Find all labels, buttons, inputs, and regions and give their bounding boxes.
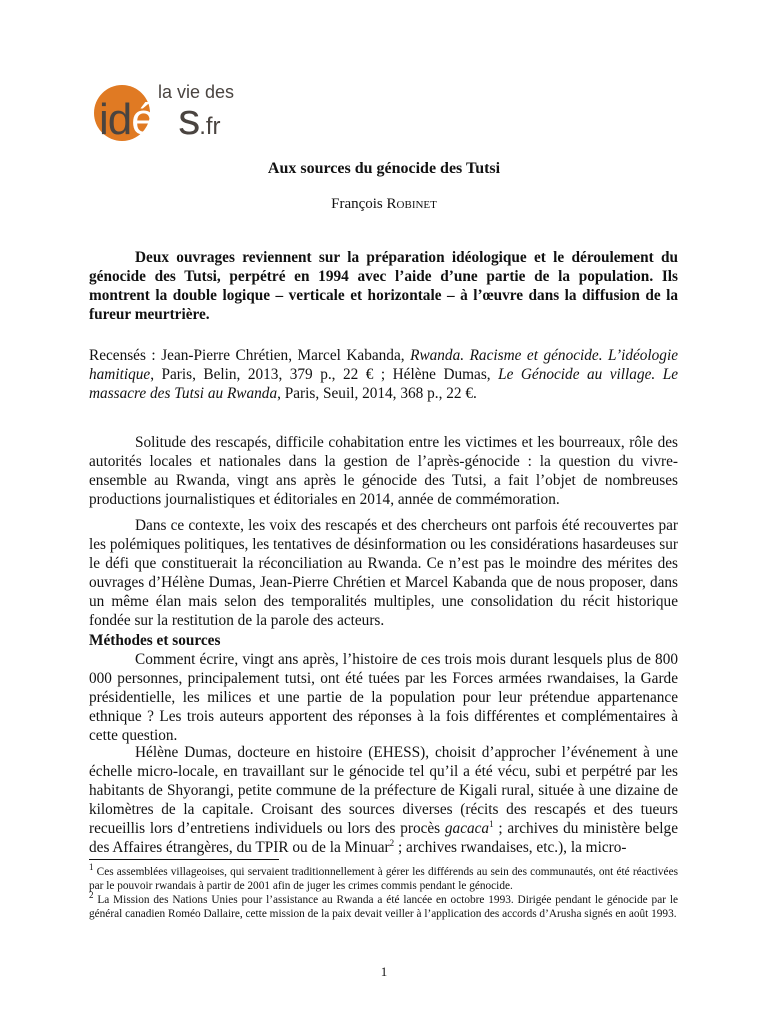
footnote-1: $^1$ Ces assemblées villageoises, qui servaient traditionnellement à gérer les différends au sein des communautés, ont été réactivées par le pouvoir rwandais à partir de 2001 afin de juger les crimes commis pendant le génocide.	[89, 862, 678, 892]
book-title-1: Rwanda. Racisme et génocide. L’idéologie hamitique	[89, 347, 678, 383]
footnote-ref-1[interactable]: 1	[489, 818, 494, 829]
section-heading: Méthodes et sources	[89, 632, 221, 649]
reviewed-books: Recensés : Jean-Pierre Chrétien, Marcel Kabanda, Rwanda. Racisme et génocide. L’idéologie hamitique, Paris, Belin, 2013, 379 p., 22 € ; Hélène Dumas, Le Génocide au village. Le massacre des Tutsi au Rwanda, Paris, Seuil, 2014, 368 p., 22 €.	[89, 347, 678, 402]
logo-wordmark: idées.fr	[99, 95, 221, 144]
page-number: 1	[380, 964, 388, 979]
site-logo	[94, 80, 264, 144]
paragraph-1: Solitude des rescapés, difficile cohabitation entre les victimes et les bourreaux, rôle des autorités locales et nationales dans la gestion de l’après-génocide : la question du vivre-ensemble au Rwanda, vingt ans après le génocide des Tutsi, a fait l’objet de nombreuses productions journalistiques et éditoriales en 2014, année de commémoration.	[89, 434, 678, 508]
logo-tagline: la vie des	[158, 82, 235, 102]
paragraph-2: Dans ce contexte, les voix des rescapés et des chercheurs ont parfois été recouvertes par les polémiques politiques, les tentatives de désinformation ou les considérations hasardeuses sur le défi que constituerait la réconciliation au Rwanda. Ce n’est pas le moindre des mérites des ouvrages d’Hélène Dumas, Jean-Pierre Chrétien et Marcel Kabanda que de nous proposer, dans un même élan mais selon des temporalités multiples, une consolidation du récit historique fondée sur la restitution de la parole des acteurs.	[89, 517, 678, 629]
article-author: François Robinet	[331, 196, 437, 212]
article-title: Aux sources du génocide des Tutsi	[267, 160, 501, 177]
article-lead: Deux ouvrages reviennent sur la préparation idéologique et le déroulement du génocide des Tutsi, perpétré en 1994 avec l’aide d’une partie de la population. Ils montrent la double logique – verticale et horizontale – à l’œuvre dans la diffusion de la fureur meurtrière.	[89, 249, 678, 323]
paragraph-4: Hélène Dumas, docteure en histoire (EHESS), choisit d’approcher l’événement à une échelle micro-locale, en travaillant sur le génocide tel qu’il a été vécu, subi et perpétré par les habitants de Shyorangi, petite commune de la préfecture de Kigali rural, située à une dizaine de kilomètres de la capitale. Croisant des sources diverses (récits des rescapés et des tueurs recueillis lors d’entretiens individuels ou lors des procès gacaca$^1$ ; archives du ministère belge des Affaires étrangères, du TPIR ou de la Minuar$^2$ ; archives rwandaises, etc.), la micro-	[89, 744, 678, 856]
paragraph-3: Comment écrire, vingt ans après, l’histoire de ces trois mois durant lesquels plus de 800 000 personnes, principalement tutsi, ont été tuées par les Forces armées rwandaises, la Garde présidentielle, les milices et une partie de la population pour leur prétendue appartenance ethnique ? Les trois auteurs apportent des réponses à la fois différentes et complémentaires à cette question.	[89, 651, 678, 744]
footnote-2: $^2$ La Mission des Nations Unies pour l’assistance au Rwanda a été lancée en octobre 1993. Dirigée pendant le génocide par le général canadien Roméo Dallaire, cette mission de la paix devait veiller à l’application des accords d’Arusha signés en août 1993.	[89, 890, 678, 920]
footnote-ref-2[interactable]: 2	[389, 837, 395, 848]
book-title-2: Le Génocide au village. Le massacre des Tutsi au Rwanda	[89, 366, 678, 402]
footnote-divider	[89, 859, 279, 860]
